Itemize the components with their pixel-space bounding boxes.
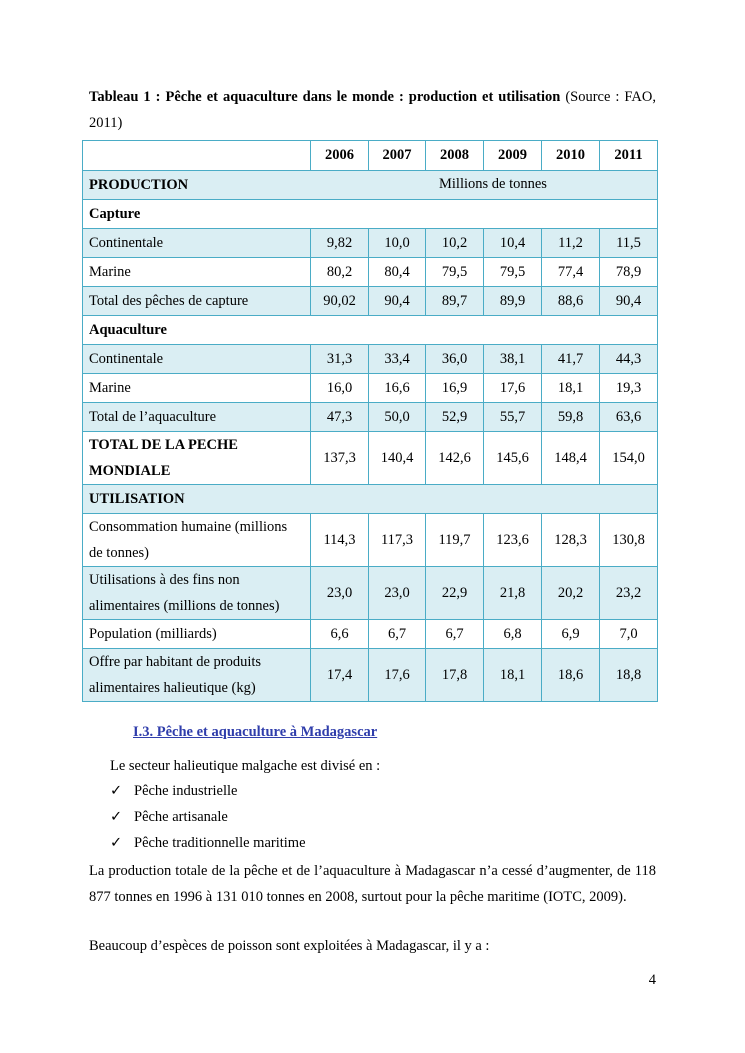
table-row xyxy=(83,345,658,374)
table-cell: 137,3 xyxy=(311,432,369,485)
row-label: Marine xyxy=(83,258,311,287)
table-cell: 7,0 xyxy=(600,620,658,649)
table-cell: 16,6 xyxy=(369,374,426,403)
table-cell: 20,2 xyxy=(542,567,600,620)
table-row xyxy=(83,567,658,620)
caption-source: (Source : FAO, 2011) xyxy=(89,89,656,131)
row-label: Continentale xyxy=(83,229,311,258)
table-cell: 154,0 xyxy=(600,432,658,485)
table-cell: 6,7 xyxy=(369,620,426,649)
header-empty-cell xyxy=(83,141,311,171)
table-cell: 130,8 xyxy=(600,514,658,567)
table-cell: 119,7 xyxy=(426,514,484,567)
aquaculture-section-row xyxy=(83,316,658,345)
table-cell: 44,3 xyxy=(600,345,658,374)
production-row xyxy=(83,171,658,200)
table-cell: 18,6 xyxy=(542,649,600,702)
table-cell: 17,8 xyxy=(426,649,484,702)
table-cell: 148,4 xyxy=(542,432,600,485)
page-number: 4 xyxy=(648,972,656,988)
table-cell: 11,5 xyxy=(600,229,658,258)
table-cell: 9,82 xyxy=(311,229,369,258)
table-cell: 128,3 xyxy=(542,514,600,567)
table-cell: 6,7 xyxy=(426,620,484,649)
check-icon: ✓ xyxy=(110,809,123,825)
year-header: 2010 xyxy=(542,141,600,171)
table-cell: 59,8 xyxy=(542,403,600,432)
aquaculture-label: Aquaculture xyxy=(83,316,658,345)
table-cell: 17,6 xyxy=(369,649,426,702)
table-cell: 18,1 xyxy=(542,374,600,403)
table-cell: 89,7 xyxy=(426,287,484,316)
row-label: Population (milliards) xyxy=(83,620,311,649)
table-cell: 88,6 xyxy=(542,287,600,316)
production-cell xyxy=(83,171,658,200)
table-cell: 23,0 xyxy=(311,567,369,620)
table-cell: 80,2 xyxy=(311,258,369,287)
section-heading: I.3. Pêche et aquaculture à Madagascar xyxy=(133,724,378,740)
table-caption xyxy=(89,84,656,136)
row-label: Total de l’aquaculture xyxy=(83,403,311,432)
table-row xyxy=(83,374,658,403)
section-intro: Le secteur halieutique malgache est divisé en : xyxy=(110,758,381,774)
row-label: TOTAL DE LA PECHE MONDIALE xyxy=(83,432,311,485)
table-cell: 18,1 xyxy=(484,649,542,702)
body-paragraph: La production totale de la pêche et de l’aquaculture à Madagascar n’a cessé d’augmenter, de 118 877 tonnes en 1996 à 131 010 tonnes en 2008, surtout pour la pêche maritime (IOTC, 2009). xyxy=(89,863,656,905)
body-paragraph-2: Beaucoup d’espèces de poisson sont exploitées à Madagascar, il y a : xyxy=(89,938,490,954)
table-row xyxy=(83,287,658,316)
table-cell: 123,6 xyxy=(484,514,542,567)
table-cell: 23,2 xyxy=(600,567,658,620)
year-header: 2009 xyxy=(484,141,542,171)
table-cell: 140,4 xyxy=(369,432,426,485)
table-cell: 55,7 xyxy=(484,403,542,432)
table-cell: 6,9 xyxy=(542,620,600,649)
table-cell: 52,9 xyxy=(426,403,484,432)
table-row xyxy=(83,620,658,649)
year-header: 2008 xyxy=(426,141,484,171)
row-label: Continentale xyxy=(83,345,311,374)
year-header: 2007 xyxy=(369,141,426,171)
table-row xyxy=(83,403,658,432)
row-label: Total des pêches de capture xyxy=(83,287,311,316)
table-cell: 142,6 xyxy=(426,432,484,485)
list-item xyxy=(110,781,306,807)
table-cell: 31,3 xyxy=(311,345,369,374)
table-cell: 90,02 xyxy=(311,287,369,316)
table-cell: 77,4 xyxy=(542,258,600,287)
table-cell: 16,0 xyxy=(311,374,369,403)
year-header: 2011 xyxy=(600,141,658,171)
table-cell: 10,0 xyxy=(369,229,426,258)
list-item xyxy=(110,833,306,859)
table-cell: 145,6 xyxy=(484,432,542,485)
table-cell: 11,2 xyxy=(542,229,600,258)
table-cell: 50,0 xyxy=(369,403,426,432)
row-label: Offre par habitant de produits alimentaires halieutique (kg) xyxy=(83,649,311,702)
table-cell: 10,4 xyxy=(484,229,542,258)
table-cell: 16,9 xyxy=(426,374,484,403)
table-cell: 18,8 xyxy=(600,649,658,702)
capture-section-row xyxy=(83,200,658,229)
table-cell: 21,8 xyxy=(484,567,542,620)
utilisation-label: UTILISATION xyxy=(83,485,658,514)
list-item-text: Pêche industrielle xyxy=(134,783,238,799)
row-label: Utilisations à des fins non alimentaires (millions de tonnes) xyxy=(83,567,311,620)
table-cell: 47,3 xyxy=(311,403,369,432)
table-cell: 38,1 xyxy=(484,345,542,374)
table-row xyxy=(83,649,658,702)
list-item xyxy=(110,807,306,833)
list-item-text: Pêche artisanale xyxy=(134,809,228,825)
table-cell: 19,3 xyxy=(600,374,658,403)
table-row xyxy=(83,514,658,567)
year-header: 2006 xyxy=(311,141,369,171)
utilisation-section-row xyxy=(83,485,658,514)
table-cell: 79,5 xyxy=(426,258,484,287)
header-row xyxy=(83,141,658,171)
table-cell: 89,9 xyxy=(484,287,542,316)
table-cell: 6,8 xyxy=(484,620,542,649)
table-cell: 6,6 xyxy=(311,620,369,649)
table-row xyxy=(83,229,658,258)
table-row xyxy=(83,432,658,485)
table-row xyxy=(83,258,658,287)
table-cell: 90,4 xyxy=(369,287,426,316)
table-cell: 41,7 xyxy=(542,345,600,374)
table-cell: 114,3 xyxy=(311,514,369,567)
table-cell: 17,4 xyxy=(311,649,369,702)
table-cell: 78,9 xyxy=(600,258,658,287)
row-label: Consommation humaine (millions de tonnes) xyxy=(83,514,311,567)
production-label: PRODUCTION xyxy=(89,176,189,193)
table-cell: 90,4 xyxy=(600,287,658,316)
check-icon: ✓ xyxy=(110,783,123,799)
capture-label: Capture xyxy=(83,200,658,229)
table-cell: 63,6 xyxy=(600,403,658,432)
table-cell: 33,4 xyxy=(369,345,426,374)
table-cell: 79,5 xyxy=(484,258,542,287)
table-cell: 10,2 xyxy=(426,229,484,258)
check-icon: ✓ xyxy=(110,835,123,851)
table-cell: 23,0 xyxy=(369,567,426,620)
caption-title: Tableau 1 : Pêche et aquaculture dans le monde : production et utilisation xyxy=(89,89,561,105)
table-cell: 117,3 xyxy=(369,514,426,567)
list-item-text: Pêche traditionnelle maritime xyxy=(134,835,306,851)
table-cell: 17,6 xyxy=(484,374,542,403)
table-cell: 80,4 xyxy=(369,258,426,287)
bullet-list xyxy=(110,781,306,859)
table-cell: 36,0 xyxy=(426,345,484,374)
fishery-table xyxy=(82,140,658,702)
unit-label: Millions de tonnes xyxy=(439,176,547,192)
table-cell: 22,9 xyxy=(426,567,484,620)
row-label: Marine xyxy=(83,374,311,403)
